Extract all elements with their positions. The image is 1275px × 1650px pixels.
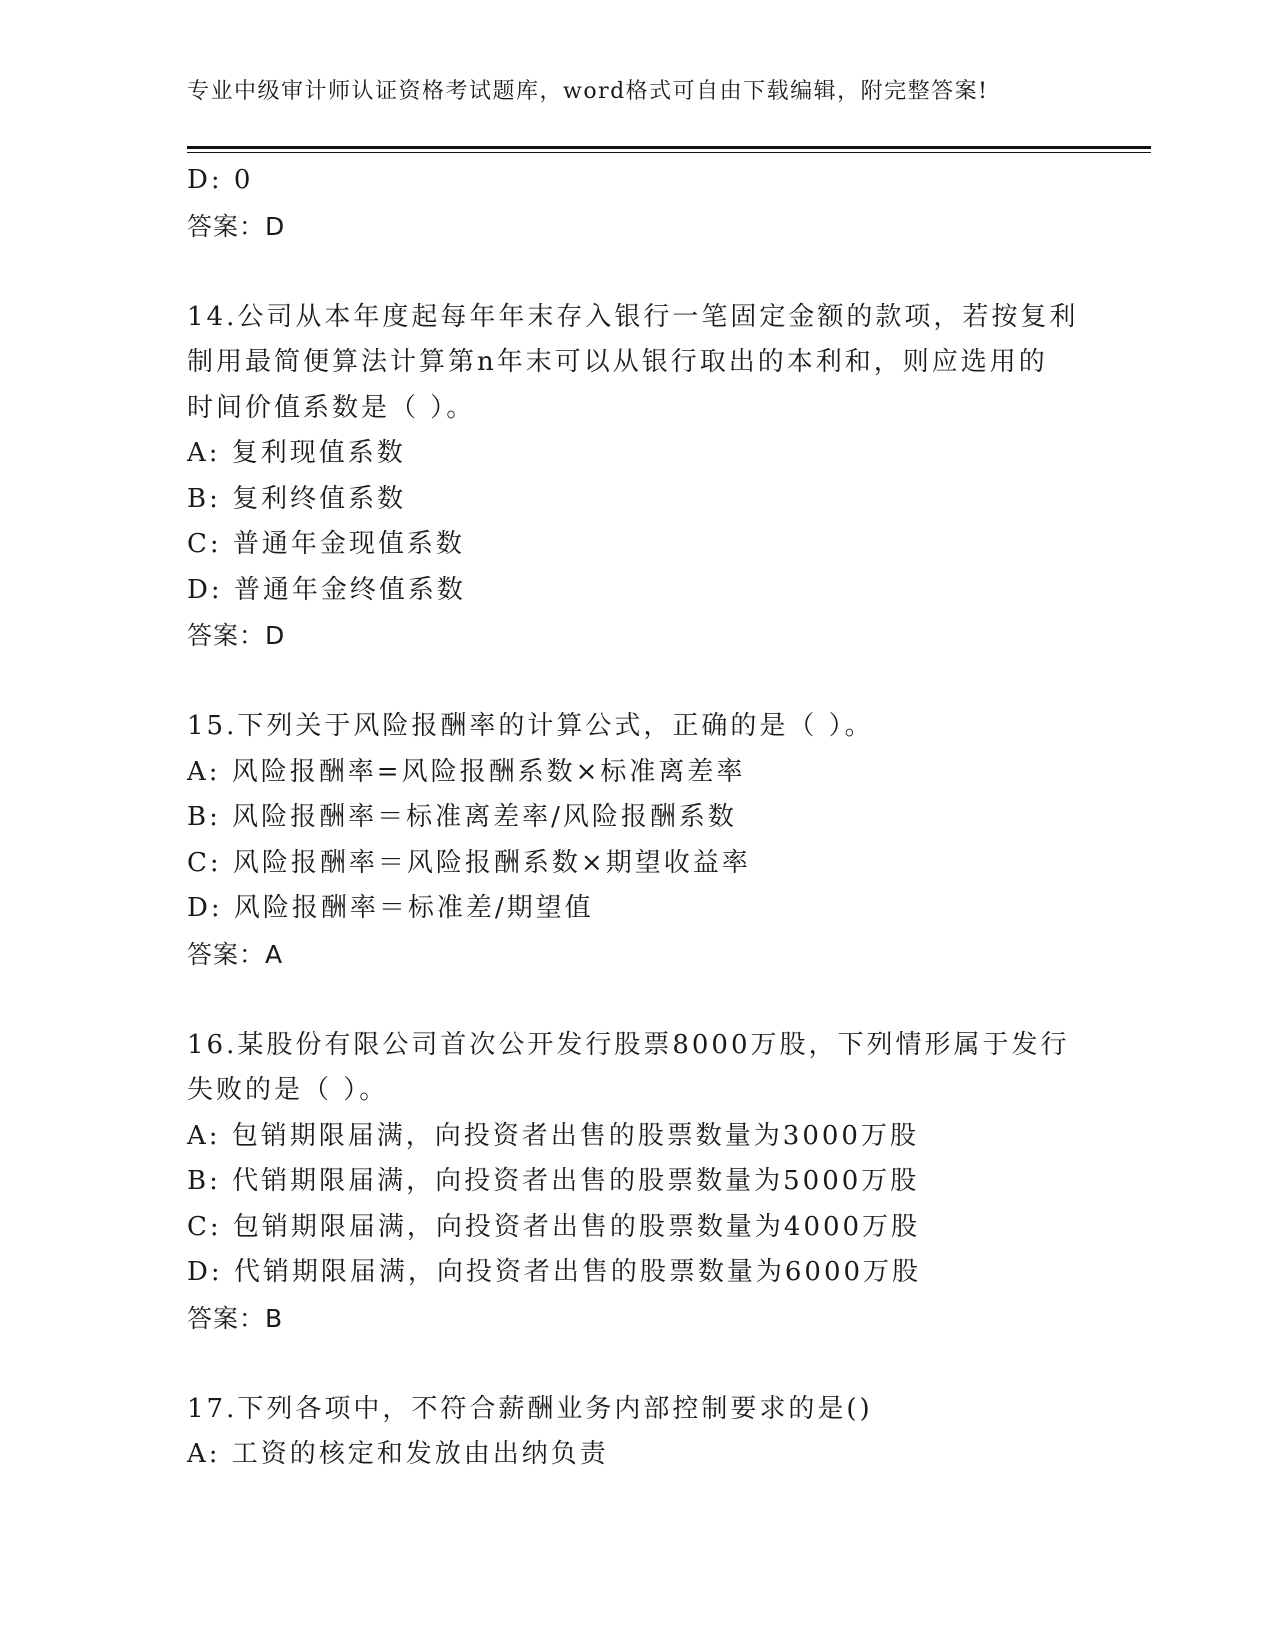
header-rule-thin [187,152,1151,153]
option-b: B: 复利终值系数 [187,483,407,514]
spacer [187,1341,1087,1387]
option-b: B: 代销期限届满，向投资者出售的股票数量为5000万股 [187,1166,920,1196]
spacer [187,977,1087,1023]
option-d: D: 0 [187,165,254,195]
answer: 答案：D [187,621,286,650]
question-15 [187,704,1087,977]
document-body [187,158,1087,1478]
answer: 答案：D [187,211,286,241]
option-b: B: 风险报酬率＝标准离差率/风险报酬系数 [187,802,737,832]
option-c: C: 普通年金现值系数 [187,529,465,559]
option-d: D: 风险报酬率＝标准差/期望值 [187,893,594,923]
option-c: C: 包销期限届满，向投资者出售的股票数量为4000万股 [187,1211,921,1242]
question-stem-line: 失败的是（ ）。 [187,1075,389,1105]
spacer [187,249,1087,295]
question-14 [187,295,1087,659]
page-header: 专业中级审计师认证资格考试题库，word格式可自由下载编辑，附完整答案! [187,79,989,104]
question-stem-line: 16.某股份有限公司首次公开发行股票8000万股，下列情形属于发行 [187,1029,1070,1060]
question-stem-line: 制用最简便算法计算第n年末可以从银行取出的本利和，则应选用的 [187,347,1048,377]
option-a: A: 包销期限届满，向投资者出售的股票数量为3000万股 [187,1120,919,1151]
option-c: C: 风险报酬率＝风险报酬系数×期望收益率 [187,847,751,878]
question-stem-line: 时间价值系数是（ ）。 [187,392,476,423]
spacer [187,659,1087,705]
question-stem-line: 17.下列各项中，不符合薪酬业务内部控制要求的是() [187,1393,873,1424]
option-d: D: 普通年金终值系数 [187,574,466,605]
question-stem-line: 15.下列关于风险报酬率的计算公式，正确的是（ ）。 [187,711,874,741]
question-17 [187,1387,1087,1478]
answer: 答案：B [187,1303,284,1333]
question-stem-line: 14.公司从本年度起每年年末存入银行一笔固定金额的款项，若按复利 [187,301,1079,332]
option-a: A: 复利现值系数 [187,438,406,468]
question-16 [187,1023,1087,1342]
option-d: D: 代销期限届满，向投资者出售的股票数量为6000万股 [187,1257,922,1287]
option-a: A: 工资的核定和发放由出纳负责 [187,1439,609,1469]
option-a: A: 风险报酬率=风险报酬系数×标准离差率 [187,756,746,787]
header-rule [187,146,1151,149]
answer: 答案：A [187,939,284,969]
